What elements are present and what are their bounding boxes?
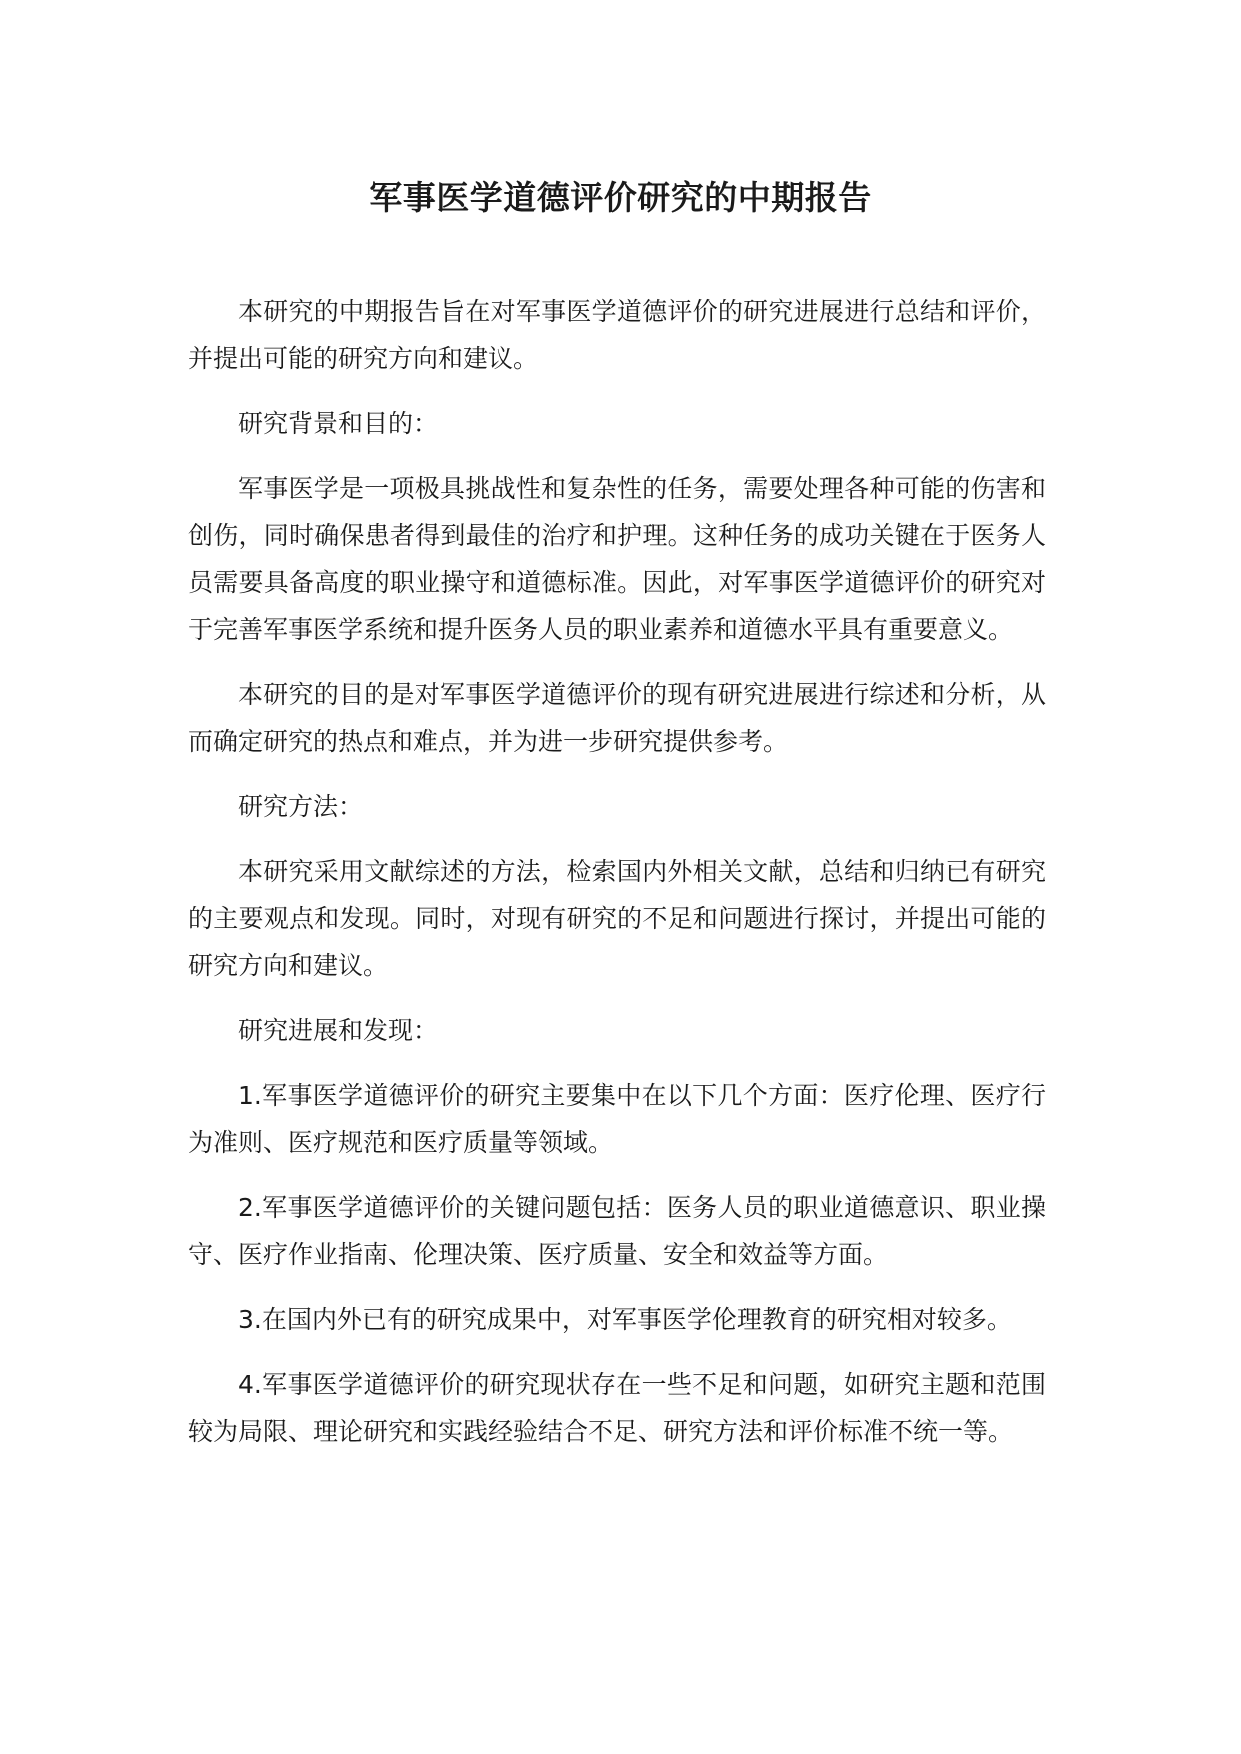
heading-background: 研究背景和目的： <box>238 409 439 438</box>
paragraph-purpose: 本研究的目的是对军事医学道德评价的现有研究进展进行综述和分析，从而确定研究的热点和难点，并为进一步研究提供参考。 <box>188 680 1046 756</box>
paragraph-intro: 本研究的中期报告旨在对军事医学道德评价的研究进展进行总结和评价，并提出可能的研究方向和建议。 <box>188 297 1046 373</box>
heading-progress: 研究进展和发现： <box>238 1016 439 1045</box>
heading-methods: 研究方法： <box>238 792 364 821</box>
paragraph-methods: 本研究采用文献综述的方法，检索国内外相关文献，总结和归纳已有研究的主要观点和发现。同时，对现有研究的不足和问题进行探讨，并提出可能的研究方向和建议。 <box>188 857 1046 980</box>
list-item-finding-1: 1.军事医学道德评价的研究主要集中在以下几个方面：医疗伦理、医疗行为准则、医疗规范和医疗质量等领域。 <box>188 1081 1046 1157</box>
list-item-finding-2: 2.军事医学道德评价的关键问题包括：医务人员的职业道德意识、职业操守、医疗作业指南、伦理决策、医疗质量、安全和效益等方面。 <box>188 1193 1046 1269</box>
document-body <box>188 288 1046 1473</box>
list-item-finding-3: 3.在国内外已有的研究成果中，对军事医学伦理教育的研究相对较多。 <box>238 1305 1012 1334</box>
list-item-finding-4: 4.军事医学道德评价的研究现状存在一些不足和问题，如研究主题和范围较为局限、理论研究和实践经验结合不足、研究方法和评价标准不统一等。 <box>188 1370 1046 1446</box>
paragraph-background: 军事医学是一项极具挑战性和复杂性的任务，需要处理各种可能的伤害和创伤，同时确保患者得到最佳的治疗和护理。这种任务的成功关键在于医务人员需要具备高度的职业操守和道德标准。因此，对军事医学道德评价的研究对于完善军事医学系统和提升医务人员的职业素养和道德水平具有重要意义。 <box>188 474 1046 644</box>
document-title: 军事医学道德评价研究的中期报告 <box>369 178 872 217</box>
